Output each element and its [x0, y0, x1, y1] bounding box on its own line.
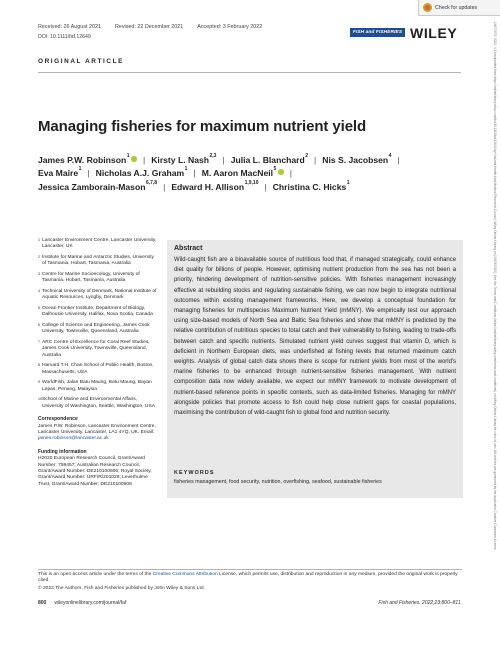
affiliation: 3 Centre for Marine Socioecology, University of Tasmania, Hobart, Tasmania, Australia — [38, 272, 140, 284]
affiliation: 8 Harvard T.H. Chan School of Public Health, Boston, Massachusetts, USA — [38, 363, 154, 375]
author-separator: | — [264, 181, 267, 192]
affiliation: 7 ARC Centre of Excellence for Coral Reef Studies, James Cook University, Townsville, Queensland, Australia — [38, 340, 150, 358]
affiliation: 2 Institute for Marine and Antarctic Studies, University of Tasmania, Hobart, Tasmania, Australia — [38, 255, 154, 267]
affiliation: 9 WorldFish, Jalan Batu Maung, Batu Maung, Bayan Lepas, Penang, Malaysia — [38, 380, 152, 392]
page-footer — [38, 600, 462, 606]
author[interactable]: Jessica Zamborain-Mason $^{6,7,8}$ — [38, 179, 158, 192]
affiliations-column — [38, 238, 158, 488]
author-separator: | — [222, 155, 225, 165]
author[interactable]: Kirsty L. Nash $^{2,3}$ — [151, 153, 217, 165]
doi[interactable]: DOI: 10.1111/faf.12649 — [38, 34, 91, 40]
author[interactable]: Edward H. Allison $^{1,9,10}$ — [171, 179, 259, 192]
keywords-section — [167, 470, 463, 485]
author[interactable]: Nicholas A.J. Graham $^1$ — [95, 166, 188, 179]
orcid-icon[interactable] — [278, 169, 284, 175]
author-separator: | — [397, 155, 400, 165]
author-line-1 — [38, 154, 458, 167]
orcid-icon[interactable] — [131, 156, 137, 162]
affiliation: 4 Technical University of Denmark, National Institute of Aquatic Resources, Lyngby, Denmark — [38, 289, 157, 301]
author-line-3 — [38, 181, 458, 194]
correspondence-text: James P.W. Robinson, Lancaster Environment Centre, Lancaster University, Lancaster, LA1 4YQ, UK. Email: james.robinson@lancaster.ac.uk — [38, 423, 156, 442]
keywords-text: fisheries management, food security, nutrition, overfishing, seafood, sustainable fisheries — [174, 479, 382, 485]
check-for-updates-button[interactable] — [418, 0, 500, 16]
copyright-notice: © 2022 The Authors. Fish and Fisheries published by John Wiley & Sons Ltd. — [38, 586, 205, 591]
author[interactable]: M. Aaron MacNeil $^5$ — [202, 167, 284, 180]
author[interactable]: Christina C. Hicks $^1$ — [272, 179, 350, 192]
journal-url[interactable]: wileyonlinelibrary.com/journal/faf — [54, 600, 127, 606]
abstract-text: Wild-caught fish are a bioavailable source of nutritious food that, if managed strategically, could enhance diet quality for billions of people. However, optimising nutrient production from the sea has not been a priority, hindering development of nutrition-sensitive policies. With fisheries management increasingly effective at rebuilding stocks and regulating sustainable fishing, we can now begin to integrate nutritional outcomes within existing management frameworks. Here, we develop a conceptual foundation for managing fisheries for multispecies Maximum Nutrient Yield (mMNY). We empirically test our approach using size-based models of North Sea and Baltic Sea fisheries and show that mMNY is predicted by the relative contribution of nutritious species to total catch and their vulnerability to fishing, leading to trade-offs between catch and specific nutrients. Simulated nutrient yield curves suggest that vitamin D, which is deficient in Northern European diets, was underfished at fishing levels that returned maximum catch weights. Analysis of global catch data shows there is scope for nutrient yields from most of the world's marine fisheries to be enhanced through nutrient-sensitive fisheries management. With nutrient composition data now widely available, we expect our mMNY framework to motivate development of nutrient-based reference points in specific contexts, such as data-limited fisheries. Managing for mMNY alongside policies that promote access to fish could help close nutrient gaps for coastal populations, maximising the contribution of wild-caught fish to global food and nutrition security. — [174, 257, 456, 417]
author-line-2 — [38, 167, 458, 180]
accepted-date: Accepted: 3 February 2022 — [197, 24, 263, 30]
author-separator: | — [163, 181, 166, 192]
dates-line — [38, 24, 262, 30]
citation: Fish and Fisheries. 2022;23:800–811. — [378, 600, 462, 606]
article-type: ORIGINAL ARTICLE — [38, 58, 124, 65]
download-notice-strip: 14672979, 2022, 4, Downloaded from https://onlinelibrary.wiley.com/doi/10.1111/faf.12649 by National Health And Medical Research Council, Wiley Online Library on [10/03/2025]. See the Terms and Conditions (https://onlinelibrary.wiley.com/terms-and-conditions) on Wiley Online Library for rules of use; OA articles are governed by the applicable Creative Commons License — [493, 22, 497, 550]
affiliation: 10 School of Marine and Environmental Affairs, University of Washington, Seattle, Washington, USA — [38, 397, 155, 409]
license-link[interactable]: Creative Commons Attribution — [152, 572, 218, 577]
author[interactable]: Nis S. Jacobsen $^4$ — [322, 153, 392, 165]
author-separator: | — [289, 168, 293, 179]
author-separator: | — [314, 155, 317, 165]
author[interactable]: Julia L. Blanchard $^2$ — [230, 153, 309, 165]
affiliation: 6 College of Science and Engineering, James Cook University, Townsville, Queensland, Australia — [38, 323, 150, 335]
article-title: Managing fisheries for maximum nutrient yield — [38, 118, 367, 135]
funding-label: Funding information — [38, 448, 87, 455]
footer-divider — [38, 569, 462, 570]
abstract-heading: Abstract — [174, 245, 203, 252]
author-list — [38, 154, 458, 194]
check-for-updates-label: Check for updates — [435, 4, 478, 11]
author-separator: | — [87, 168, 90, 179]
author-separator: | — [193, 168, 196, 179]
license-notice: This is an open access article under the terms of the Creative Commons Attribution License, which permits use, distribution and reproduction in any medium, provided the original work is properly cited. — [38, 572, 458, 584]
email-link[interactable]: james.robinson@lancaster.ac.uk — [38, 436, 109, 442]
affiliation: 5 Ocean Frontier Institute, Department of Biology, Dalhousie University, Halifax, Nova Scotia, Canada — [38, 306, 153, 318]
revised-date: Revised: 22 December 2021 — [114, 24, 184, 30]
funding-text: H2020 European Research Council, Grant/Award Number: 759457; Australian Research Council, Grant/Award Number: DE210100606; Royal Society, Grant/Award Number: URF/R/201029; Leverhulme Trust, Grant/Award Number: DE210100606 — [38, 456, 152, 487]
crossmark-icon — [423, 3, 432, 12]
author[interactable]: Eva Maire $^1$ — [38, 166, 82, 179]
header-divider — [38, 72, 461, 73]
affiliation: 1 Lancaster Environment Centre, Lancaster University, Lancaster, UK — [38, 238, 157, 250]
keywords-heading: KEYWORDS — [174, 470, 215, 476]
abstract-box — [167, 240, 463, 498]
author[interactable]: James P.W. Robinson $^1$ — [38, 154, 137, 167]
publisher-logo: WILEY — [410, 25, 458, 41]
received-date: Received: 26 August 2021 — [38, 24, 101, 30]
correspondence-label: Correspondence — [38, 416, 78, 423]
journal-logo[interactable]: FISH and FISHERIES — [350, 28, 405, 37]
author-separator: | — [142, 155, 146, 165]
page-number: 800 — [38, 600, 47, 606]
